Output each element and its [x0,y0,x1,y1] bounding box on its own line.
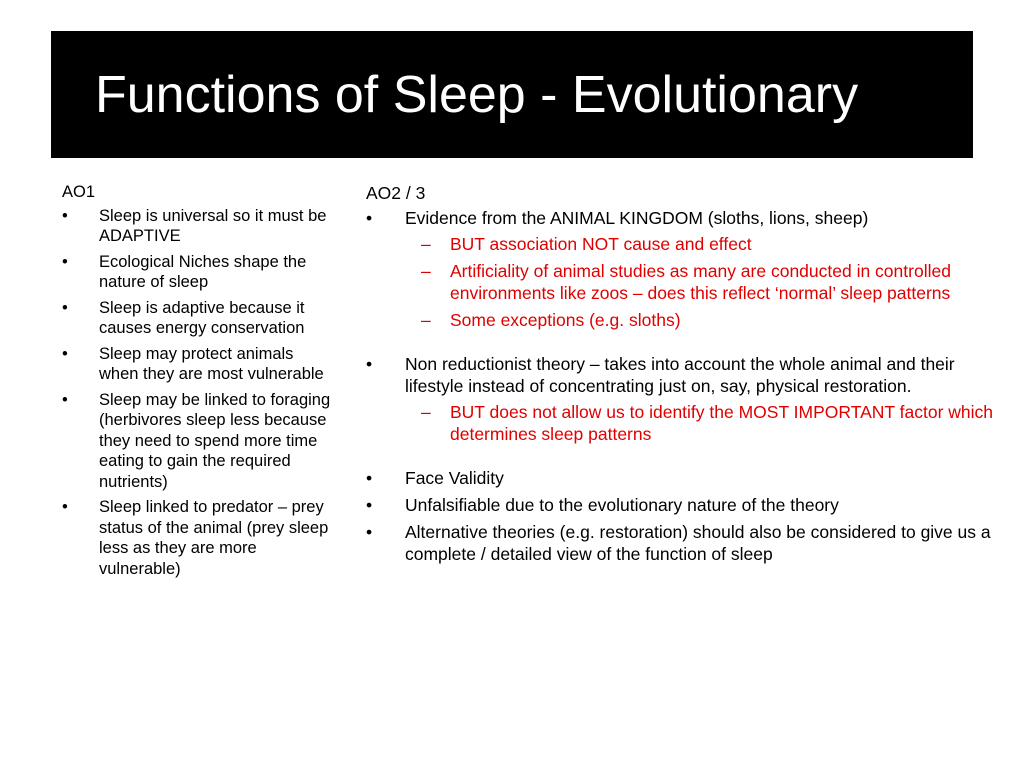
ao1-item-text: Sleep may be linked to foraging (herbivores sleep less because they need to spend more time eating to gain the required nutrients) [99,390,331,491]
left-heading: AO1 [62,183,96,201]
ao1-item-text: Sleep may protect animals when they are most vulnerable [99,344,324,383]
ao2-item-text: Unfalsifiable due to the evolutionary nature of the theory [405,495,839,515]
sub-list [405,233,1001,331]
slide-title: Functions of Sleep - Evolutionary [95,65,859,124]
bullet-icon: • [62,390,68,409]
bullet-icon: • [366,208,373,228]
list-item [62,298,334,339]
bullet-icon: • [366,495,373,515]
right-heading: AO2 / 3 [366,183,426,203]
sub-list [405,401,1001,445]
sub-item-text: BUT association NOT cause and effect [450,234,752,254]
sub-list-item [405,309,1001,331]
bullet-icon: • [62,298,68,317]
sub-list-item [405,233,1001,255]
dash-icon: – [421,402,431,422]
list-item [366,467,1001,489]
ao1-bullet-list [62,206,334,580]
ao1-item-text: Sleep is universal so it must be ADAPTIVE [99,206,327,245]
ao2-item-text: Face Validity [405,468,504,488]
list-item [366,353,1001,445]
dash-icon: – [421,310,431,330]
sub-item-text: BUT does not allow us to identify the MOST IMPORTANT factor which determines sleep patterns [450,402,994,444]
ao1-item-text: Sleep linked to predator – prey status of the animal (prey sleep less as they are more vulnerable) [99,498,329,578]
title-bar [51,31,973,158]
list-item [62,252,334,293]
list-item [366,521,1001,565]
ao2-item-text: Evidence from the ANIMAL KINGDOM (sloths, lions, sheep) [405,208,869,228]
ao1-item-text: Sleep is adaptive because it causes energy conservation [99,298,305,337]
sub-list-item [405,401,1001,445]
left-column-ao1 [62,182,334,584]
bullet-icon: • [62,252,68,271]
list-item [366,207,1001,331]
ao2-bullet-list [366,207,1001,565]
list-item [62,206,334,247]
dash-icon: – [421,234,431,254]
list-item [62,390,334,493]
right-column-ao2-3 [366,182,1001,570]
list-item [62,497,334,579]
bullet-icon: • [62,206,68,225]
ao2-item-text: Alternative theories (e.g. restoration) should also be considered to give us a complete / detailed view of the function of sleep [405,522,991,564]
bullet-icon: • [366,522,373,542]
bullet-icon: • [366,468,373,488]
bullet-icon: • [62,498,68,516]
sub-item-text: Some exceptions (e.g. sloths) [450,310,681,330]
sub-item-text: Artificiality of animal studies as many are conducted in controlled environments like zoos – does this reflect ‘normal’ sleep patterns [450,261,951,303]
ao2-item-text: Non reductionist theory – takes into account the whole animal and their lifestyle instead of concentrating just on, say, physical restoration. [405,354,955,396]
bullet-icon: • [62,344,68,363]
dash-icon: – [421,261,431,281]
bullet-icon: • [366,354,373,374]
sub-list-item [405,260,1001,304]
list-item [62,344,334,385]
list-item [366,494,1001,516]
ao1-item-text: Ecological Niches shape the nature of sleep [99,252,307,291]
